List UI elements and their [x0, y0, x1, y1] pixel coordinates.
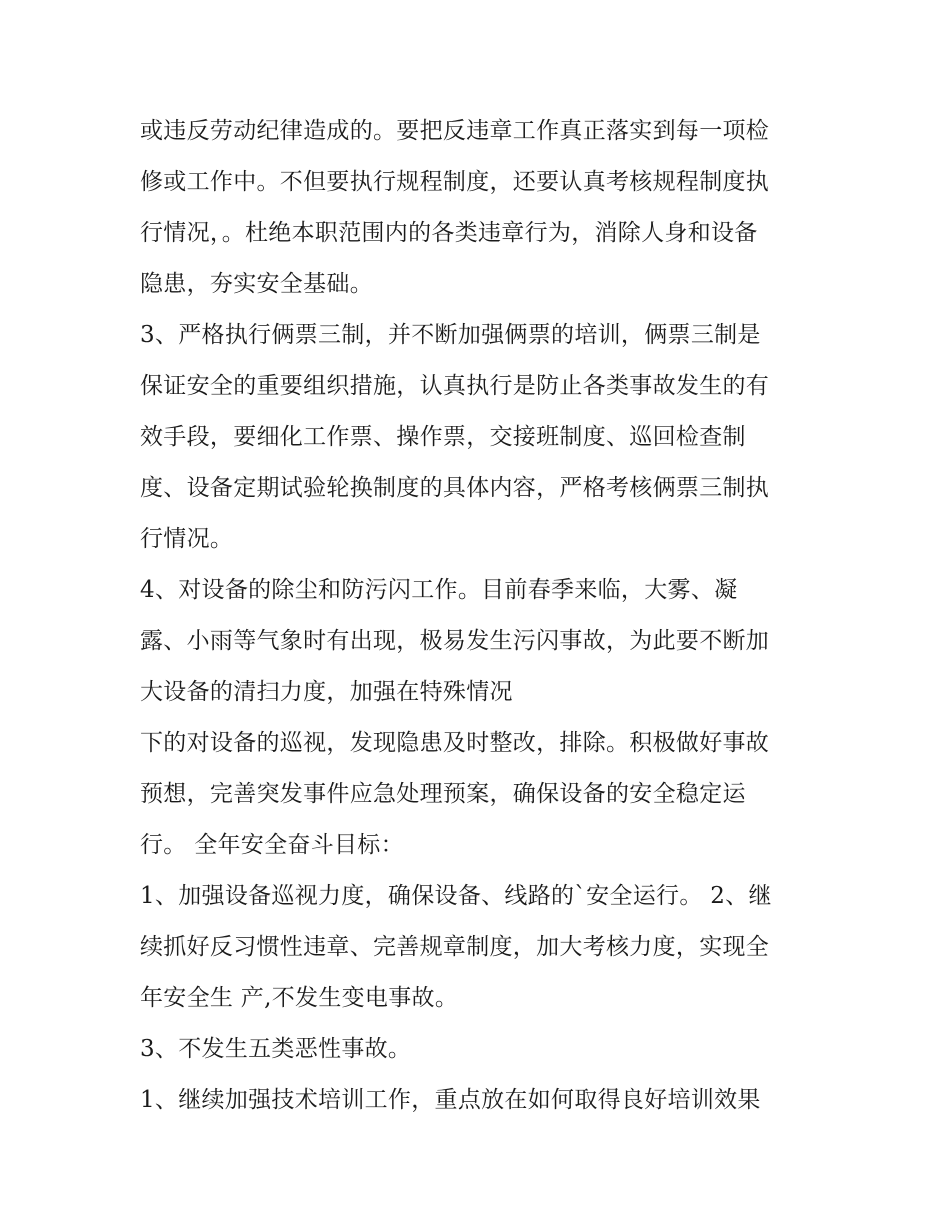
text-line: 或违反劳动纪律造成的。要把反违章工作真正落实到每一项检: [140, 118, 770, 144]
text-line: 隐患，夯实安全基础。: [140, 271, 373, 297]
text-line: 4、对设备的除尘和防污闪工作。目前春季来临，大雾、凝: [140, 577, 738, 603]
text-line: 年安全生 产,不发生变电事故。: [140, 985, 459, 1011]
text-line: 度、设备定期试验轮换制度的具体内容，严格考核俩票三制执: [140, 475, 770, 501]
text-line: 3、不发生五类恶性事故。: [140, 1036, 412, 1062]
text-line: 1、加强设备巡视力度，确保设备、线路的`安全运行。 2、继: [140, 883, 772, 909]
text-line: 修或工作中。不但要执行规程制度，还要认真考核规程制度执: [140, 169, 770, 195]
text-line: 3、严格执行俩票三制，并不断加强俩票的培训，俩票三制是: [140, 322, 761, 348]
text-line: 效手段，要细化工作票、操作票，交接班制度、巡回检查制: [140, 424, 746, 450]
text-line: 续抓好反习惯性违章、完善规章制度，加大考核力度，实现全: [140, 934, 770, 960]
text-line: 行情况。: [140, 526, 234, 552]
document-body: [140, 106, 830, 1126]
text-line: 保证安全的重要组织措施，认真执行是防止各类事故发生的有: [140, 373, 770, 399]
text-line: 行情况，。杜绝本职范围内的各类违章行为，消除人身和设备: [140, 220, 758, 246]
text-line: 大设备的清扫力度，加强在特殊情况: [140, 679, 513, 705]
text-line: 露、小雨等气象时有出现，极易发生污闪事故，为此要不断加: [140, 628, 770, 654]
text-line: 预想，完善突发事件应急处理预案，确保设备的安全稳定运: [140, 781, 746, 807]
text-line: 1、继续加强技术培训工作，重点放在如何取得良好培训效果: [140, 1087, 761, 1113]
text-line: 下的对设备的巡视，发现隐患及时整改，排除。积极做好事故: [140, 730, 770, 756]
text-line: 行。 全年安全奋斗目标：: [140, 832, 404, 858]
